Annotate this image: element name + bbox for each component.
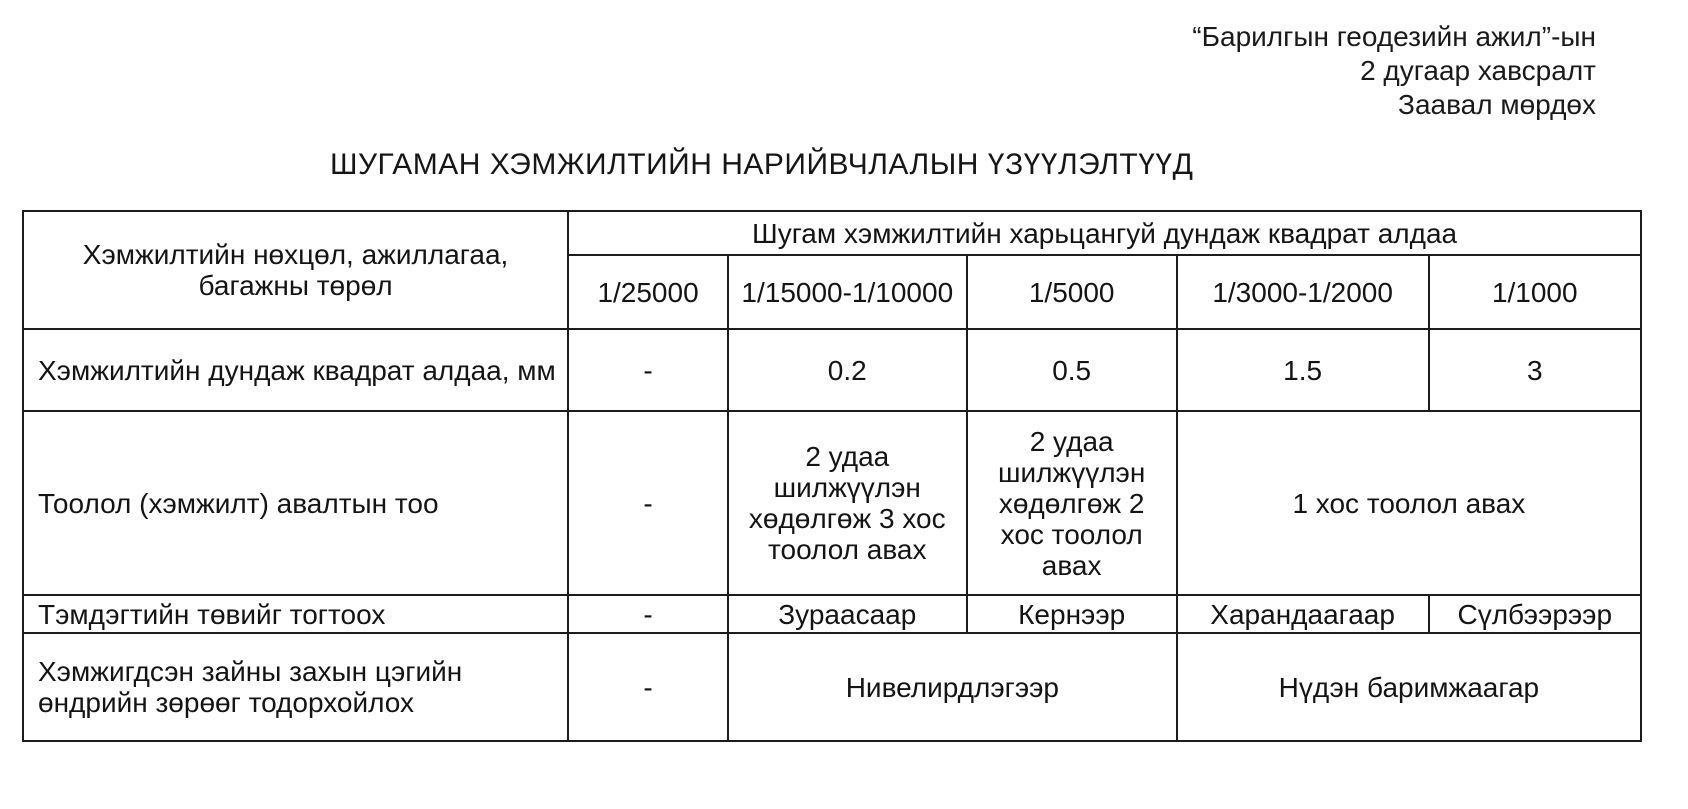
annex-line-3: Заавал мөрдөх: [1398, 89, 1596, 120]
table-cell: 2 удаа шилжүүлэн хөдөлгөж 2 хос тоолол авах: [967, 411, 1177, 595]
column-header: 1/5000: [967, 255, 1177, 329]
table-cell: Нивелирдлэгээр: [728, 633, 1177, 741]
table-cell: 0.5: [967, 329, 1177, 411]
table-row: [23, 595, 1641, 633]
table-header-row: [23, 211, 1641, 255]
annex-line-2: 2 дугаар хавсралт: [1360, 55, 1596, 86]
document-title: ШУГАМАН ХЭМЖИЛТИЙН НАРИЙВЧЛАЛЫН ҮЗҮҮЛЭЛТҮҮД: [330, 148, 1194, 181]
column-header: 1/15000-1/10000: [728, 255, 967, 329]
table-cell: 3: [1429, 329, 1641, 411]
annex-line-1: “Барилгын геодезийн ажил”-ын: [1192, 21, 1596, 52]
column-header: 1/25000: [568, 255, 728, 329]
column-header: 1/3000-1/2000: [1177, 255, 1429, 329]
table-cell: 0.2: [728, 329, 967, 411]
corner-header-cell: Хэмжилтийн нөхцөл, ажиллагаа, багажны төрөл: [23, 211, 568, 329]
table-cell: Кернээр: [967, 595, 1177, 633]
table-row: [23, 411, 1641, 595]
table-cell: Нүдэн баримжаагар: [1177, 633, 1641, 741]
table-row: [23, 633, 1641, 741]
row-label: Тэмдэгтийн төвийг тогтоох: [23, 595, 568, 633]
column-header: 1/1000: [1429, 255, 1641, 329]
group-header-cell: Шугам хэмжилтийн харьцангуй дундаж квадрат алдаа: [568, 211, 1641, 255]
table-cell: Зураасаар: [728, 595, 967, 633]
table-cell: 2 удаа шилжүүлэн хөдөлгөж 3 хос тоолол авах: [728, 411, 967, 595]
table-cell: Харандаагаар: [1177, 595, 1429, 633]
table-cell: -: [568, 411, 728, 595]
table-cell: -: [568, 329, 728, 411]
row-label: Тоолол (хэмжилт) авалтын тоо: [23, 411, 568, 595]
table-cell: 1 хос тоолол авах: [1177, 411, 1641, 595]
table-cell: Сүлбээрээр: [1429, 595, 1641, 633]
row-label: Хэмжилтийн дундаж квадрат алдаа, мм: [23, 329, 568, 411]
row-label: Хэмжигдсэн зайны захын цэгийн өндрийн зөрөөг тодорхойлох: [23, 633, 568, 741]
annex-note: [1192, 20, 1596, 122]
accuracy-table: [22, 210, 1642, 742]
table-cell: -: [568, 633, 728, 741]
table-cell: -: [568, 595, 728, 633]
table-row: [23, 329, 1641, 411]
table-cell: 1.5: [1177, 329, 1429, 411]
